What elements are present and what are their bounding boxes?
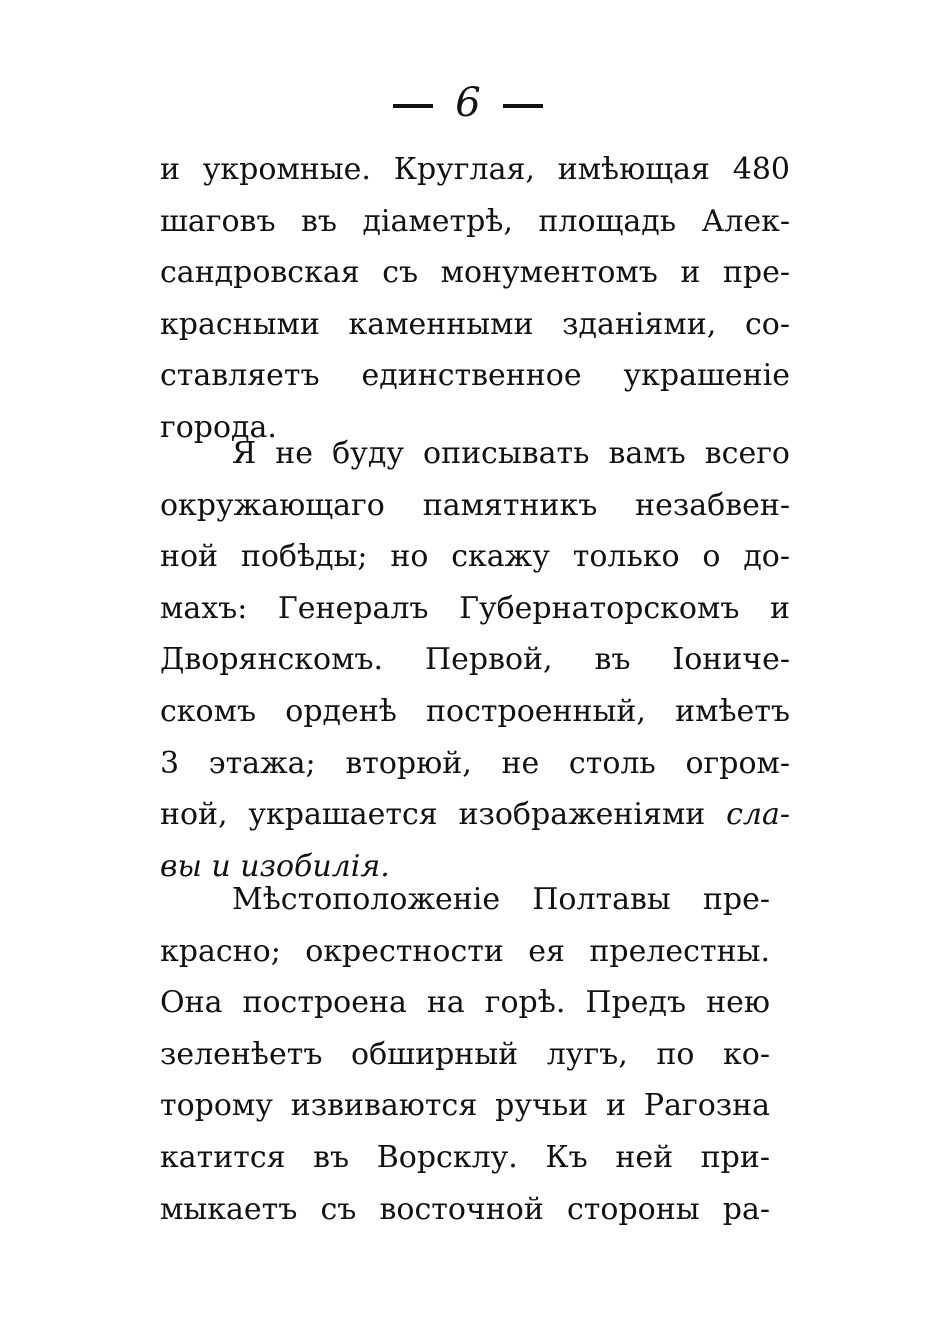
text-line: красными каменными зданіями, со- — [160, 306, 790, 342]
text-line: мыкаетъ съ восточной стороны ра- — [160, 1191, 770, 1227]
page-header — [0, 78, 936, 128]
text-line-mixed — [160, 789, 790, 841]
paragraph-2 — [160, 428, 790, 892]
text-line: катится въ Ворсклу. Къ ней при- — [160, 1139, 770, 1175]
text-line: города. — [160, 409, 277, 445]
paragraph-3 — [160, 874, 770, 1235]
text-line: зеленѣетъ обширный лугъ, по ко- — [160, 1036, 770, 1072]
text-line: Мѣстоположеніе Полтавы пре- — [232, 882, 770, 917]
italic-segment: изобилія. — [240, 848, 390, 884]
text-line: сандровская съ монументомъ и пре- — [160, 255, 790, 291]
header-dash-left — [393, 104, 433, 108]
text-line: красно; окрестности ея прелестны. — [160, 933, 770, 969]
text-segment: ной, украшается изображеніями — [160, 797, 727, 833]
text-line: махъ: Генералъ Губернаторскомъ и — [160, 590, 790, 626]
italic-segment: сла- — [726, 797, 790, 833]
text-line: Она построена на горѣ. Предъ нею — [160, 985, 770, 1021]
text-line: окружающаго памятникъ незабвен- — [160, 487, 790, 523]
text-line: ставляетъ единственное украшеніе — [160, 358, 790, 394]
page-number: 6 — [455, 80, 481, 126]
text-line: 3 этажа; вторюй, не столь огром- — [160, 745, 790, 781]
text-line: ной побѣды; но скажу только о до- — [160, 539, 790, 575]
text-line: и укромные. Круглая, имѣющая 480 — [160, 152, 790, 187]
paragraph-1 — [160, 144, 790, 454]
text-line: Я не буду описывать вамъ всего — [232, 436, 790, 471]
text-line: шаговъ въ діаметрѣ, площадь Алек- — [160, 203, 790, 239]
text-line: Дворянскомъ. Первой, въ Іониче- — [160, 642, 790, 678]
italic-segment: вы и — [160, 848, 241, 884]
text-line: скомъ орденѣ построенный, имѣетъ — [160, 693, 790, 729]
text-line: торому извиваются ручьи и Рагозна — [160, 1088, 770, 1124]
header-dash-right — [503, 104, 543, 108]
